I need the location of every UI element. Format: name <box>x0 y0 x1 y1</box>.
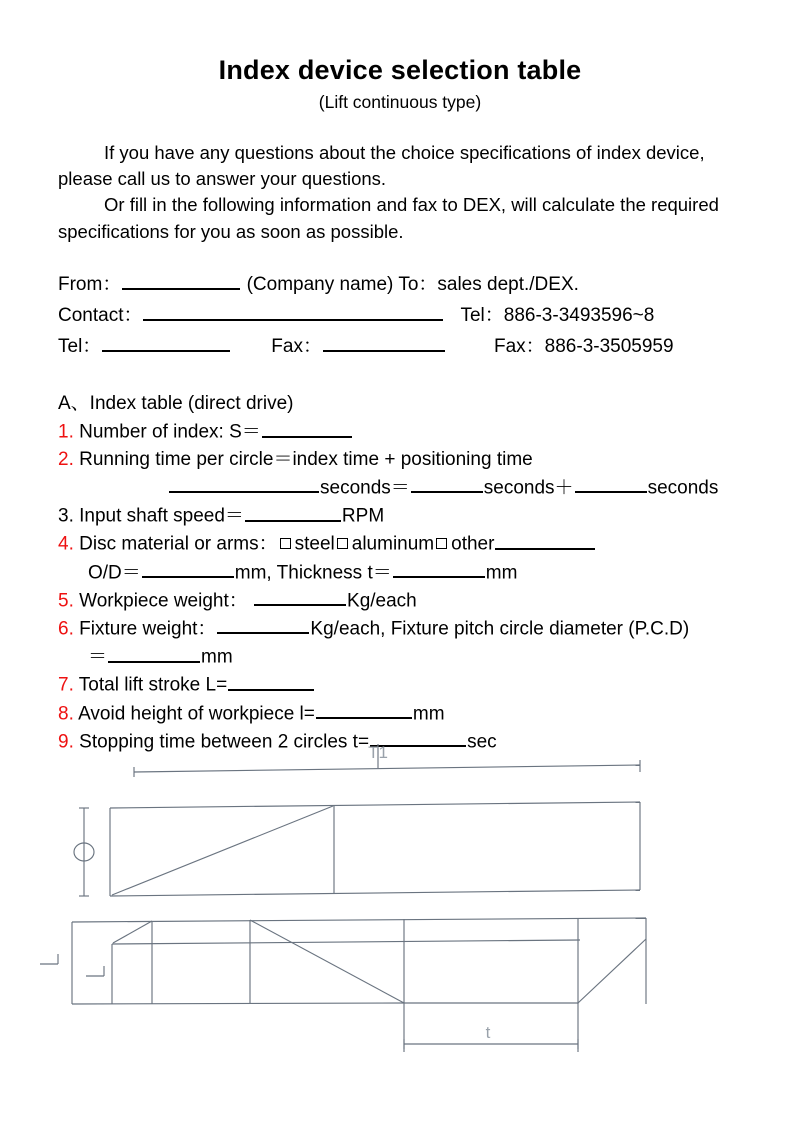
form-item-5-number: 5. <box>58 590 74 612</box>
form-item-2-field-positioning[interactable] <box>575 474 647 493</box>
form-item-9-number: 9. <box>58 731 74 753</box>
form-item-4-od-label: O/D＝ <box>88 562 141 584</box>
form-item-2-seconds-2: seconds＋ <box>483 477 574 499</box>
upper-block-top <box>110 802 640 808</box>
upper-diagram-label: T1 <box>368 743 388 762</box>
tel-label: Tel： <box>58 335 102 357</box>
form-item-6-unit: Kg/each, Fixture pitch circle diameter (P.C.D) <box>310 618 690 640</box>
form-item-3-label: Input shaft speed＝ <box>79 505 244 527</box>
form-item-1-label: Number of index: S＝ <box>79 421 261 443</box>
form-item-7-number: 7. <box>58 674 74 696</box>
from-label: From： <box>58 274 122 295</box>
form-item-8-number: 8. <box>58 703 74 725</box>
form-item-3-field-speed[interactable] <box>245 502 341 521</box>
checkbox-aluminum[interactable] <box>337 538 348 549</box>
form-item-2 <box>58 446 800 474</box>
form-item-6-pcd-unit: mm <box>201 646 233 668</box>
intro-paragraph-1: If you have any questions about the choice specifications of index device, please call us to answer your questions. <box>58 141 705 190</box>
form-item-6-number: 6. <box>58 618 74 640</box>
form-item-7-label: Total lift stroke L= <box>78 674 228 696</box>
lower-ramp-rise <box>113 921 152 943</box>
form-item-1 <box>58 418 800 446</box>
upper-block-bottom <box>110 890 640 896</box>
from-company-field[interactable] <box>122 271 240 290</box>
contact-label: Contact： <box>58 304 143 326</box>
tel-field[interactable] <box>102 332 230 351</box>
form-item-6 <box>58 615 800 643</box>
contact-row-contact <box>58 301 800 332</box>
form-item-2-field-total[interactable] <box>169 474 319 493</box>
checkbox-other[interactable] <box>436 538 447 549</box>
form-item-4 <box>58 530 800 558</box>
timing-diagrams <box>0 726 800 1066</box>
form-item-5-field-weight[interactable] <box>254 587 346 606</box>
company-fax-label: Fax： <box>493 335 545 357</box>
form-item-4-field-thickness[interactable] <box>393 559 485 578</box>
form-item-2-seconds-1: seconds＝ <box>320 477 410 499</box>
form-item-4-option-3: other <box>451 533 495 555</box>
form-item-7 <box>58 671 800 699</box>
lower-outer-top <box>72 918 646 922</box>
form-item-5-unit: Kg/each <box>347 590 417 612</box>
contact-block <box>58 270 800 362</box>
lower-outer-bottom-left <box>72 1003 404 1004</box>
timing-diagram-svg <box>0 726 800 1066</box>
form-item-2-continuation <box>58 474 800 502</box>
form-item-8-unit: mm <box>412 703 445 725</box>
upper-diagram <box>74 744 640 896</box>
lower-ramp-rise-2 <box>578 939 646 1003</box>
lower-diagram <box>40 918 646 1052</box>
form-list <box>58 390 800 756</box>
form-item-6-field-weight[interactable] <box>217 615 309 634</box>
form-item-4-continuation <box>58 559 800 587</box>
company-tel-label: Tel： <box>460 304 504 326</box>
form-item-4-label: Disc material or arms： <box>79 533 278 555</box>
company-tel-value: 886-3-3493596~8 <box>503 304 655 326</box>
section-heading-a: A、Index table (direct drive) <box>58 393 294 415</box>
form-item-4-od-unit: mm, Thickness t＝ <box>234 562 392 584</box>
fax-label: Fax： <box>271 335 322 357</box>
form-item-8 <box>58 700 800 728</box>
lower-plateau-top <box>112 940 580 944</box>
form-item-4-thickness-unit: mm <box>485 562 518 584</box>
form-item-1-field-s[interactable] <box>262 418 352 437</box>
intro-paragraph-2: Or fill in the following information and fax to DEX, will calculate the required specifications for you as soon as possible. <box>58 194 719 242</box>
upper-dimension-line <box>134 765 640 772</box>
form-item-9-label: Stopping time between 2 circles t= <box>79 731 370 753</box>
form-item-6-continuation <box>58 643 800 671</box>
form-item-9-unit: sec <box>467 731 497 753</box>
form-item-4-option-1: steel <box>294 533 335 555</box>
form-item-2-number: 2. <box>58 449 74 471</box>
form-item-6-equals: ＝ <box>88 646 108 668</box>
page-subtitle: (Lift continuous type) <box>318 91 482 112</box>
form-item-3-number: 3. <box>58 505 74 527</box>
form-item-1-number: 1. <box>58 421 74 443</box>
lower-ramp-fall <box>250 920 404 1003</box>
form-item-6-field-pcd[interactable] <box>108 643 200 662</box>
form-item-3-unit: RPM <box>341 505 385 527</box>
form-item-2-field-index[interactable] <box>411 474 483 493</box>
form-item-8-field-height[interactable] <box>316 700 412 719</box>
form-item-3 <box>58 502 800 530</box>
form-item-6-label: Fixture weight： <box>79 618 217 640</box>
intro-block <box>58 140 744 245</box>
company-name-note: (Company name) To：sales dept./DEX. <box>246 274 579 295</box>
form-item-4-field-other[interactable] <box>495 530 595 549</box>
form-item-2-label: Running time per circle＝index time + positioning time <box>79 449 533 471</box>
form-item-5 <box>58 587 800 615</box>
fax-field[interactable] <box>323 332 445 351</box>
contact-row-tel-fax <box>58 332 800 363</box>
company-fax-value: 886-3-3505959 <box>544 335 674 357</box>
form-item-7-field-stroke[interactable] <box>228 671 314 690</box>
form-item-2-seconds-3: seconds <box>647 477 719 499</box>
checkbox-steel[interactable] <box>280 538 291 549</box>
lower-diagram-label: t <box>485 1023 491 1042</box>
form-item-4-option-2: aluminum <box>351 533 435 555</box>
page-title: Index device selection table <box>218 55 582 85</box>
upper-ramp-line <box>112 806 333 895</box>
form-item-4-field-od[interactable] <box>142 559 234 578</box>
form-item-4-number: 4. <box>58 533 74 555</box>
form-item-5-label: Workpiece weight： <box>79 590 248 612</box>
contact-row-from <box>58 270 800 301</box>
form-item-8-label: Avoid height of workpiece l= <box>78 703 315 725</box>
contact-name-field[interactable] <box>143 301 443 320</box>
